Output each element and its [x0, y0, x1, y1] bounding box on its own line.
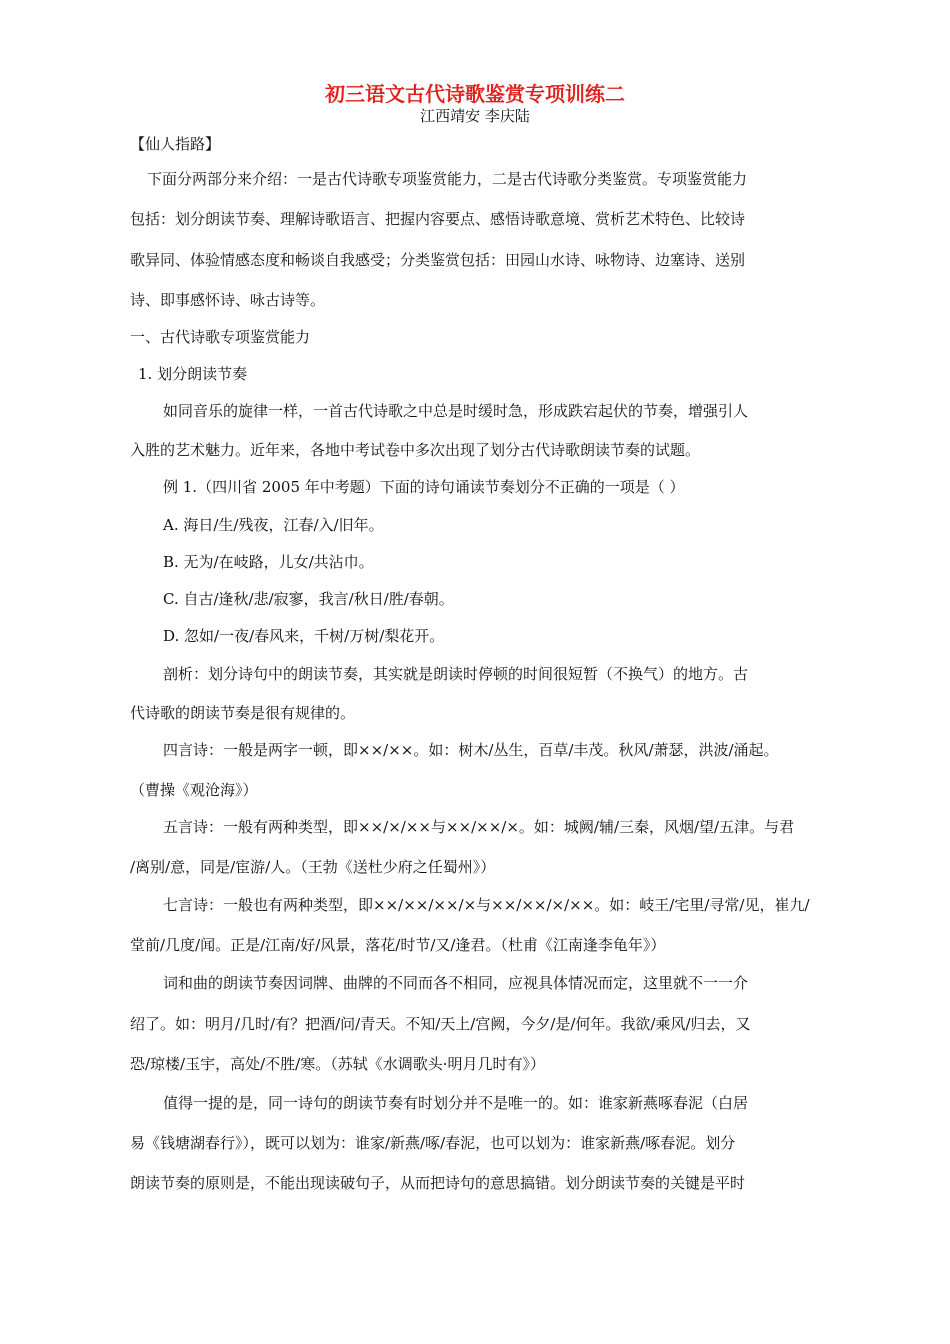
option-a: A. 海日/生/残夜，江春/入/旧年。 [163, 516, 384, 534]
paragraph-line: 词和曲的朗读节奏因词牌、曲牌的不同而各不相同，应视具体情况而定，这里就不一一介 [163, 974, 749, 992]
section-heading-guide: 【仙人指路】 [130, 135, 221, 153]
paragraph-line: （曹操《观沧海》） [130, 781, 258, 799]
subsection-heading-1: 1. 划分朗读节奏 [138, 365, 248, 383]
paragraph-line: 堂前/几度/闻。正是/江南/好/风景，落花/时节/又/逢君。（杜甫《江南逢李龟年》） [130, 936, 666, 954]
intro-line-2: 包括：划分朗读节奏、理解诗歌语言、把握内容要点、感悟诗歌意境、赏析艺术特色、比较诗 [130, 210, 746, 228]
paragraph-line: 绍了。如：明月/几时/有？把酒/问/青天。不知/天上/宫阙，今夕/是/何年。我欲/乘风/归去，又 [130, 1015, 751, 1033]
document-author: 江西靖安 李庆陆 [420, 107, 530, 125]
paragraph-line: 朗读节奏的原则是，不能出现读破句子，从而把诗句的意思搞错。划分朗读节奏的关键是平时 [130, 1174, 746, 1192]
section-heading-1: 一、古代诗歌专项鉴赏能力 [130, 328, 311, 346]
document-title: 初三语文古代诗歌鉴赏专项训练二 [325, 82, 625, 106]
option-c: C. 自古/逢秋/悲/寂寥，我言/秋日/胜/春朝。 [163, 590, 454, 608]
example-question: 例 1.（四川省 2005 年中考题）下面的诗句诵读节奏划分不正确的一项是（ ） [163, 478, 685, 496]
option-b: B. 无为/在岐路，儿女/共沾巾。 [163, 553, 374, 571]
paragraph-line: 易《钱塘湖春行》），既可以划为：谁家/新燕/啄/春泥，也可以划为：谁家新燕/啄春泥。划分 [130, 1134, 736, 1152]
analysis-line: 剖析：划分诗句中的朗读节奏，其实就是朗读时停顿的时间很短暂（不换气）的地方。古 [163, 665, 749, 683]
paragraph-line: 四言诗：一般是两字一顿，即××/××。如：树木/丛生，百草/丰茂。秋风/萧瑟，洪波/涌起。 [163, 741, 779, 759]
paragraph-line: /离别/意，同是/宦游/人。（王勃《送杜少府之任蜀州》） [130, 858, 496, 876]
paragraph-line: 入胜的艺术魅力。近年来，各地中考试卷中多次出现了划分古代诗歌朗读节奏的试题。 [130, 441, 701, 459]
intro-line-1: 下面分两部分来介绍：一是古代诗歌专项鉴赏能力，二是古代诗歌分类鉴赏。专项鉴赏能力 [147, 170, 748, 188]
paragraph-line: 如同音乐的旋律一样，一首古代诗歌之中总是时缓时急，形成跌宕起伏的节奏，增强引人 [163, 402, 749, 420]
analysis-line: 代诗歌的朗读节奏是很有规律的。 [130, 704, 356, 722]
intro-line-3: 歌异同、体验情感态度和畅谈自我感受；分类鉴赏包括：田园山水诗、咏物诗、边塞诗、送别 [130, 251, 746, 269]
paragraph-line: 恐/琼楼/玉宇，高处/不胜/寒。（苏轼《水调歌头·明月几时有》） [130, 1055, 545, 1073]
paragraph-line: 五言诗：一般有两种类型，即××/×/××与××/××/×。如：城阙/辅/三秦，风烟/望/五津。与君 [163, 818, 795, 836]
option-d: D. 忽如/一夜/春风来，千树/万树/梨花开。 [163, 627, 445, 645]
paragraph-line: 七言诗：一般也有两种类型，即××/××/××/×与××/××/×/××。如：岐王/宅里/寻常/见，崔九/ [163, 896, 810, 914]
intro-line-4: 诗、即事感怀诗、咏古诗等。 [130, 291, 326, 309]
paragraph-line: 值得一提的是，同一诗句的朗读节奏有时划分并不是唯一的。如：谁家新燕啄春泥（白居 [163, 1094, 749, 1112]
